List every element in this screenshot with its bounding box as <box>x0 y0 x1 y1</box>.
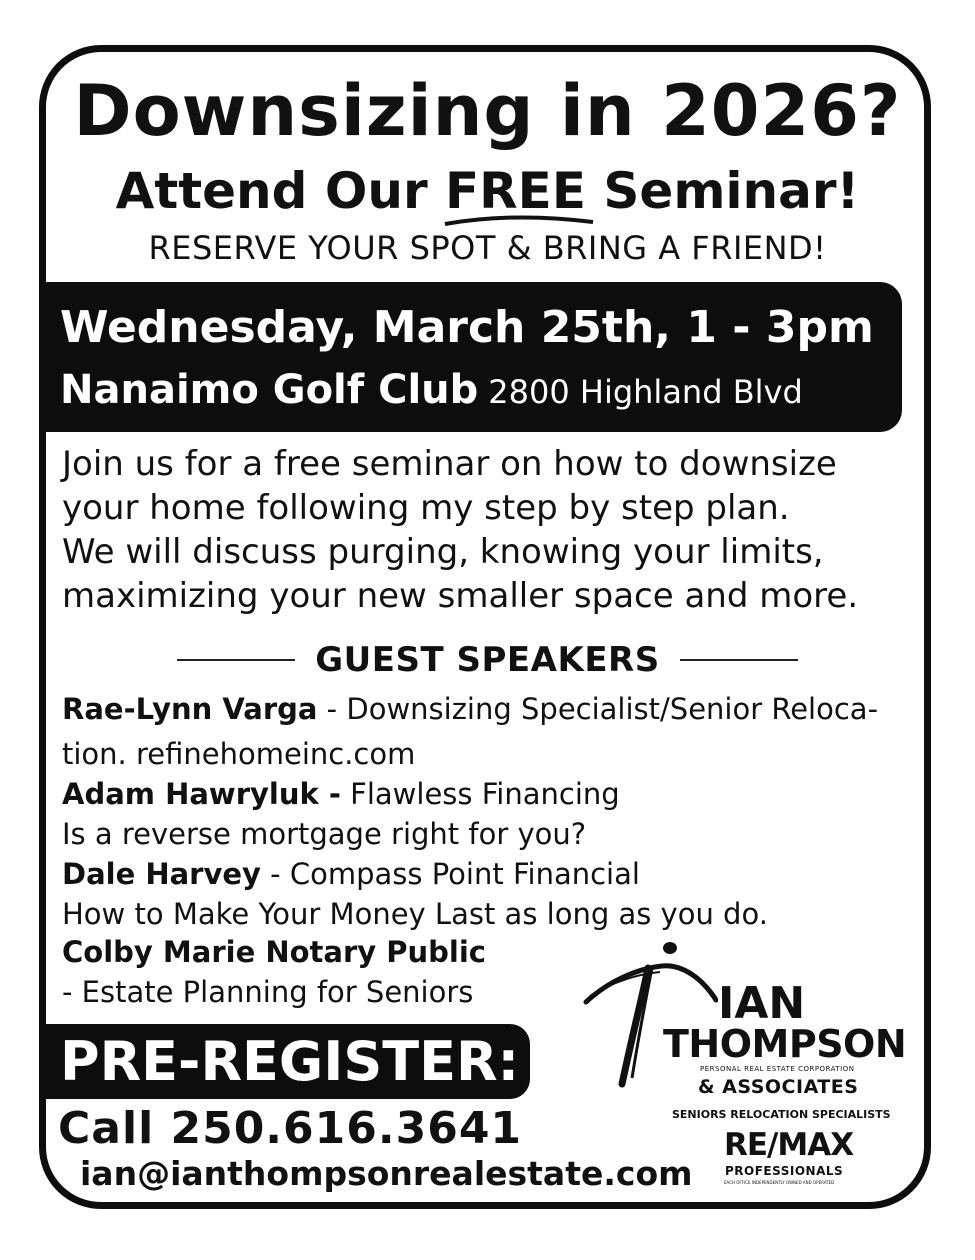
description-line: your home following my step by step plan. <box>62 488 790 528</box>
speaker-sep <box>341 777 350 811</box>
logo-associates: & ASSOCIATES <box>698 1076 859 1098</box>
speaker-line <box>62 932 486 972</box>
speaker-line <box>62 689 878 729</box>
speaker-sep: - <box>317 692 347 726</box>
speaker-name: Adam Hawryluk - <box>62 777 341 811</box>
subheadline-before: Attend Our <box>115 162 446 220</box>
remax-logo: RE/MAX <box>724 1127 854 1163</box>
tagline: RESERVE YOUR SPOT & BRING A FRIEND! <box>148 229 827 267</box>
speaker-name: Rae-Lynn Varga <box>62 692 318 726</box>
event-address: 2800 Highland Blvd <box>488 373 803 411</box>
email-address[interactable]: ian@ianthompsonrealestate.com <box>80 1154 693 1193</box>
speaker-line: - Estate Planning for Seniors <box>62 975 474 1009</box>
speaker-detail: Downsizing Specialist/Senior Reloca- <box>346 692 879 726</box>
logo-thompson: THOMPSON <box>663 1022 907 1066</box>
description-line: Join us for a free seminar on how to downsize <box>62 444 837 484</box>
phone-number[interactable]: Call 250.616.3641 <box>58 1103 523 1154</box>
speaker-line: tion. refinehomeinc.com <box>62 737 416 771</box>
guest-speakers-title: GUEST SPEAKERS <box>315 640 660 680</box>
logo-ian: IAN <box>718 978 806 1029</box>
event-banner <box>40 282 902 432</box>
preregister-banner <box>40 1024 530 1099</box>
speaker-sep: - <box>260 857 290 891</box>
headline: Downsizing in 2026? <box>73 70 902 152</box>
logo-specialists: SENIORS RELOCATION SPECIALISTS <box>672 1108 891 1121</box>
divider-right <box>680 659 798 661</box>
event-venue: Nanaimo Golf Club <box>60 367 479 413</box>
speaker-detail: Compass Point Financial <box>289 857 640 891</box>
preregister-label: PRE-REGISTER: <box>60 1030 520 1093</box>
event-datetime: Wednesday, March 25th, 1 - 3pm <box>60 302 874 353</box>
remax-professionals: PROFESSIONALS <box>725 1164 844 1178</box>
speaker-line <box>62 854 640 894</box>
description <box>62 442 858 618</box>
speaker-line: How to Make Your Money Last as long as you do. <box>62 897 768 931</box>
free-word <box>445 158 586 224</box>
speaker-name: Dale Harvey <box>62 857 261 891</box>
speaker-detail: Flawless Financing <box>350 777 620 811</box>
description-line: We will discuss purging, knowing your limits, <box>62 532 824 572</box>
speaker-line <box>62 774 620 814</box>
subheadline-after: Seminar! <box>585 162 860 220</box>
speaker-line: Is a reverse mortgage right for you? <box>62 817 587 851</box>
description-line: maximizing your new smaller space and more. <box>62 576 859 616</box>
event-location <box>60 362 803 420</box>
subheadline <box>0 158 975 224</box>
remax-note: EACH OFFICE INDEPENDENTLY OWNED AND OPERATED <box>724 1180 835 1185</box>
guest-speakers-header <box>0 636 975 684</box>
speaker-name: Colby Marie Notary Public <box>62 935 486 969</box>
logo-corporation: PERSONAL REAL ESTATE CORPORATION <box>700 1065 855 1073</box>
free-word-text: FREE <box>445 162 586 220</box>
divider-left <box>177 659 295 661</box>
